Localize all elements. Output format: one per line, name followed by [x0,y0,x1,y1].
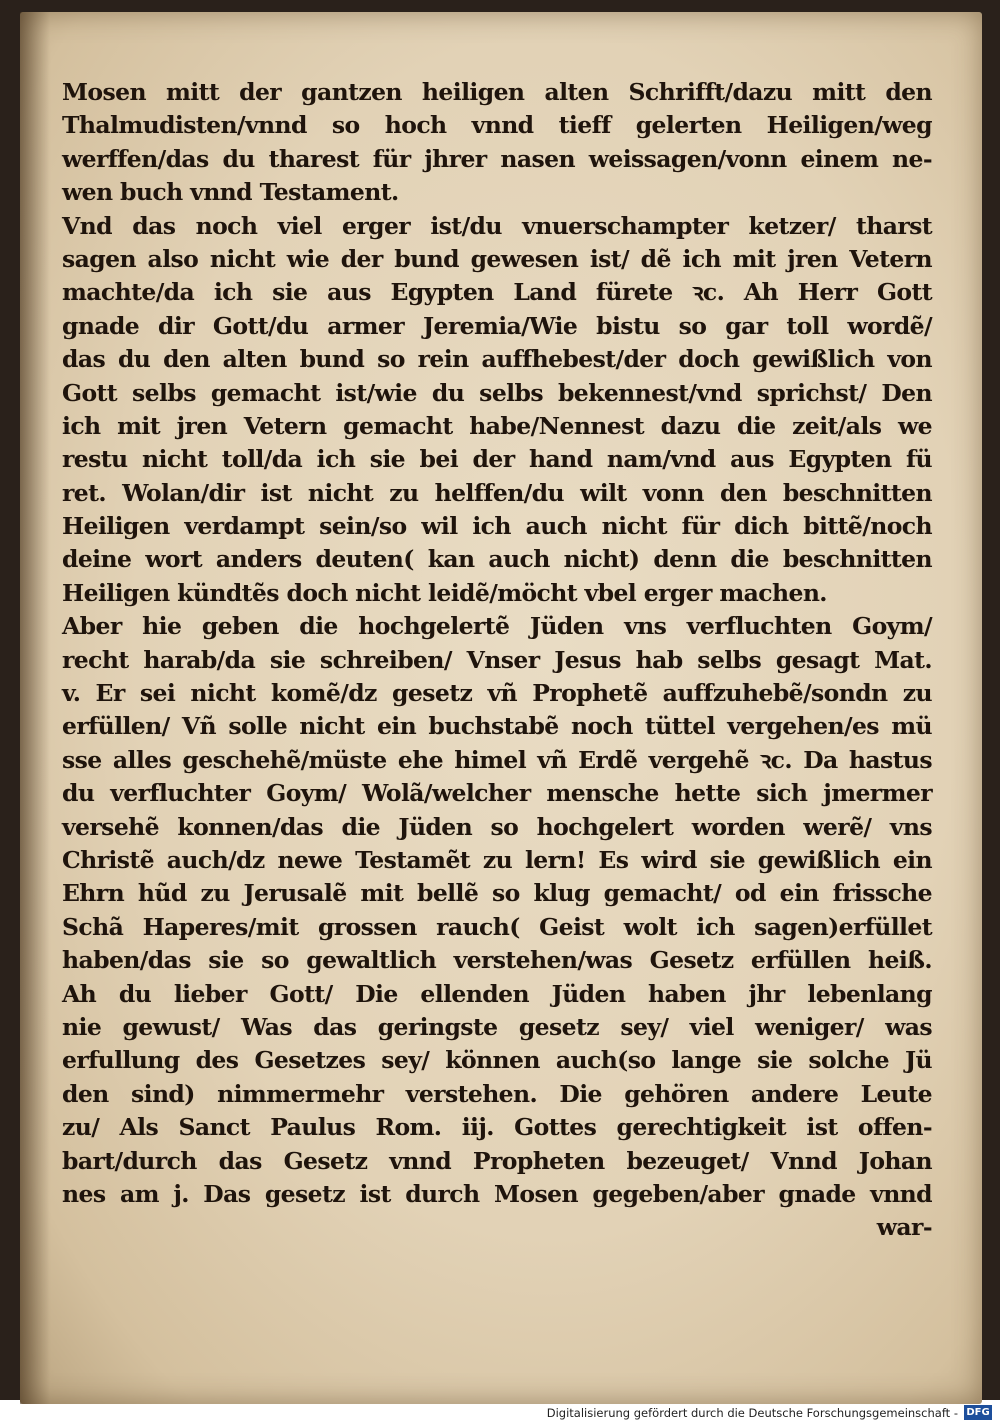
text-line: bart/durch das Gesetz vnnd Propheten bezeuget/ Vnnd Johan [62,1146,932,1175]
text-line: den sind) nimmermehr verstehen. Die gehören andere Leute [62,1079,932,1108]
catchword: war- [876,1213,932,1242]
text-line: Heiligen kündtẽs doch nicht leidẽ/möcht vbel erger machen. [62,578,827,607]
page-text-block [62,76,932,1245]
text-line: v. Er sei nicht komẽ/dz gesetz vñ Prophetẽ auffzuhebẽ/sondn zu [62,679,932,708]
text-line: Aber hie geben die hochgelertẽ Jüden vns verfluchten Goym/ [62,612,932,641]
text-line: das du den alten bund so rein auffhebest/der doch gewißlich von [62,345,932,374]
text-line: machte/da ich sie aus Egypten Land fürete ꝛc. Ah Herr Gott [62,278,932,307]
footer-credit [547,1405,992,1420]
text-line: sagen also nicht wie der bund gewesen ist/ dẽ ich mit jren Vetern [62,244,932,273]
text-line: Heiligen verdampt sein/so wil ich auch nicht für dich bittẽ/noch [62,512,932,541]
text-line: Ah du lieber Gott/ Die ellenden Jüden haben jhr lebenlang [62,979,932,1008]
text-line: nes am j. Das gesetz ist durch Mosen gegeben/aber gnade vnnd [62,1179,932,1208]
text-line: erfüllen/ Vñ solle nicht ein buchstabẽ noch tüttel vergehen/es mü [62,712,932,741]
text-line: wen buch vnnd Testament. [62,178,399,207]
text-line: nie gewust/ Was das geringste gesetz sey/ viel weniger/ was [62,1012,932,1041]
text-line: recht harab/da sie schreiben/ Vnser Jesus hab selbs gesagt Mat. [62,645,932,674]
text-line: ret. Wolan/dir ist nicht zu helffen/du wilt vonn den beschnitten [62,478,932,507]
text-line: werffen/das du tharest für jhrer nasen weissagen/vonn einem ne- [62,144,932,173]
text-line: zu/ Als Sanct Paulus Rom. iij. Gottes gerechtigkeit ist offen- [62,1113,932,1142]
text-line: du verfluchter Goym/ Wolã/welcher mensche hette sich jmermer [62,779,932,808]
text-line: Schã Haperes/mit grossen rauch( Geist wolt ich sagen)erfüllet [62,912,932,941]
text-line: Ehrn hũd zu Jerusalẽ mit bellẽ so klug gemacht/ od ein frissche [62,879,932,908]
text-line: Vnd das noch viel erger ist/du vnuerschampter ketzer/ tharst [62,211,932,240]
text-line: haben/das sie so gewaltlich verstehen/was Gesetz erfüllen heiß. [62,946,932,975]
book-page [20,12,982,1404]
text-line: Gott selbs gemacht ist/wie du selbs bekennest/vnd sprichst/ Den [62,378,932,407]
dfg-logo: DFG [964,1405,992,1420]
text-line: Mosen mitt der gantzen heiligen alten Schrifft/dazu mitt den [62,78,932,106]
footer-text: Digitalisierung gefördert durch die Deutsche Forschungsgemeinschaft - [546,1405,958,1420]
text-line: versehẽ konnen/das die Jüden so hochgelert worden werẽ/ vns [62,812,932,841]
text-line: deine wort anders deuten( kan auch nicht) denn die beschnitten [62,545,932,574]
text-line: Thalmudisten/vnnd so hoch vnnd tieff gelerten Heiligen/weg [62,111,932,140]
page-edge-shadow [20,12,50,1404]
text-line: Christẽ auch/dz newe Testamẽt zu lern! Es wird sie gewißlich ein [62,845,932,874]
text-line: erfullung des Gesetzes sey/ können auch(so lange sie solche Jü [62,1046,932,1075]
text-line: gnade dir Gott/du armer Jeremia/Wie bistu so gar toll wordẽ/ [62,311,932,340]
text-line: restu nicht toll/da ich sie bei der hand nam/vnd aus Egypten fü [62,445,932,474]
text-line: ich mit jren Vetern gemacht habe/Nennest dazu die zeit/als we [62,411,932,440]
text-line: sse alles geschehẽ/müste ehe himel vñ Erdẽ vergehẽ ꝛc. Da hastus [62,745,932,774]
